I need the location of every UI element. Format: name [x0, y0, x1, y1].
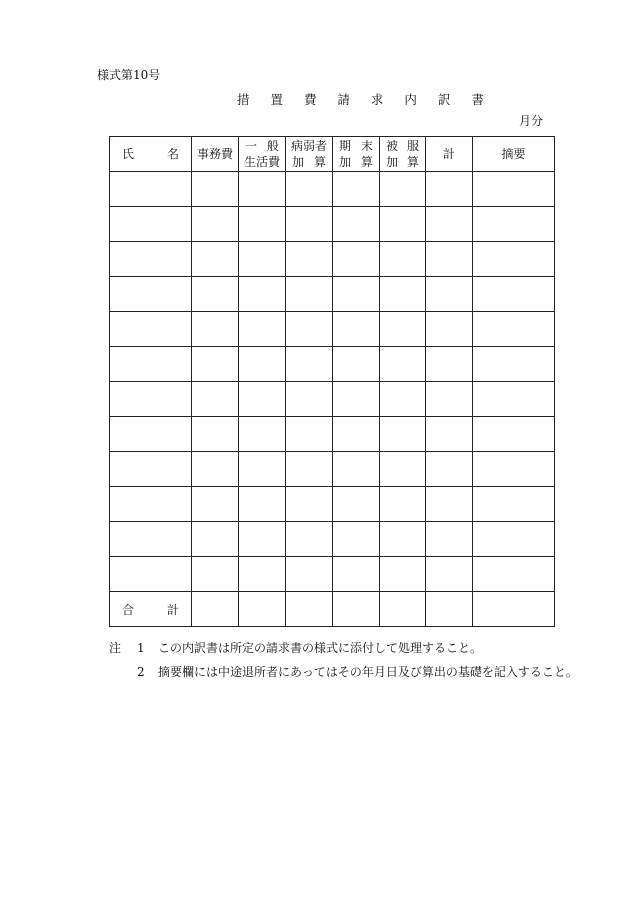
cell-clothing-addition[interactable]	[380, 382, 426, 417]
cell-term-end-addition[interactable]	[333, 417, 380, 452]
cell-term-end-addition[interactable]	[333, 487, 380, 522]
cell-office-expenses[interactable]	[192, 207, 239, 242]
cell-name[interactable]	[110, 172, 192, 207]
cell-total[interactable]	[426, 452, 473, 487]
cell-total[interactable]	[426, 242, 473, 277]
cell-general-living[interactable]	[239, 382, 286, 417]
total-row-label	[110, 592, 192, 627]
total-cell-remarks[interactable]	[473, 592, 555, 627]
col-header-sick-addition-l1: 病弱者	[290, 139, 327, 153]
cell-sick-addition[interactable]	[286, 242, 333, 277]
header-row	[110, 137, 555, 172]
cell-name[interactable]	[110, 312, 192, 347]
notes-prefix: 注	[109, 641, 122, 655]
document-title: 措 置 費 請 求 内 訳 書	[237, 92, 493, 107]
cell-clothing-addition[interactable]	[380, 487, 426, 522]
table-row	[110, 207, 555, 242]
cell-sick-addition[interactable]	[286, 207, 333, 242]
col-header-clothing-l1a: 被	[386, 139, 399, 153]
cell-general-living[interactable]	[239, 172, 286, 207]
cell-office-expenses[interactable]	[192, 452, 239, 487]
cell-name[interactable]	[110, 452, 192, 487]
col-header-sick-addition	[286, 137, 333, 172]
cell-general-living[interactable]	[239, 347, 286, 382]
table-row	[110, 242, 555, 277]
col-header-sick-addition-l2a: 加	[292, 155, 305, 169]
cell-term-end-addition[interactable]	[333, 312, 380, 347]
note-text: この内訳書は所定の請求書の様式に添付して処理すること。	[158, 641, 483, 655]
cell-term-end-addition[interactable]	[333, 277, 380, 312]
col-header-remarks: 摘要	[473, 137, 555, 172]
total-cell-total[interactable]	[426, 592, 473, 627]
col-header-term-end-l2a: 加	[339, 155, 352, 169]
cell-term-end-addition[interactable]	[333, 347, 380, 382]
cell-sick-addition[interactable]	[286, 277, 333, 312]
total-row-label-part-1: 合	[122, 602, 135, 617]
cell-clothing-addition[interactable]	[380, 242, 426, 277]
cell-name[interactable]	[110, 382, 192, 417]
table-row	[110, 277, 555, 312]
cell-clothing-addition[interactable]	[380, 522, 426, 557]
col-header-name-part-1: 氏	[122, 147, 135, 161]
total-row	[110, 592, 555, 627]
cell-total[interactable]	[426, 487, 473, 522]
cell-term-end-addition[interactable]	[333, 522, 380, 557]
cell-clothing-addition[interactable]	[380, 417, 426, 452]
cell-name[interactable]	[110, 522, 192, 557]
cell-remarks[interactable]	[473, 487, 555, 522]
col-header-term-end-l2b: 算	[360, 155, 373, 169]
cell-total[interactable]	[426, 277, 473, 312]
cell-general-living[interactable]	[239, 522, 286, 557]
col-header-general-living-l1b: 般	[266, 139, 279, 153]
cell-total[interactable]	[426, 172, 473, 207]
table-row	[110, 522, 555, 557]
cell-clothing-addition[interactable]	[380, 312, 426, 347]
cell-sick-addition[interactable]	[286, 452, 333, 487]
cell-total[interactable]	[426, 417, 473, 452]
cell-sick-addition[interactable]	[286, 557, 333, 592]
cell-term-end-addition[interactable]	[333, 207, 380, 242]
cell-name[interactable]	[110, 417, 192, 452]
table-body	[110, 172, 555, 627]
cell-office-expenses[interactable]	[192, 487, 239, 522]
cell-name[interactable]	[110, 207, 192, 242]
cell-remarks[interactable]	[473, 207, 555, 242]
cell-general-living[interactable]	[239, 557, 286, 592]
cell-office-expenses[interactable]	[192, 172, 239, 207]
col-header-term-end-l1b: 末	[360, 139, 373, 153]
cell-office-expenses[interactable]	[192, 312, 239, 347]
table-row	[110, 172, 555, 207]
cell-remarks[interactable]	[473, 312, 555, 347]
cell-office-expenses[interactable]	[192, 522, 239, 557]
table-row	[110, 557, 555, 592]
cell-general-living[interactable]	[239, 277, 286, 312]
col-header-general-living-l1a: 一	[245, 139, 258, 153]
cell-office-expenses[interactable]	[192, 382, 239, 417]
table-row	[110, 487, 555, 522]
cell-remarks[interactable]	[473, 382, 555, 417]
breakdown-table	[109, 136, 555, 627]
cell-remarks[interactable]	[473, 172, 555, 207]
cell-remarks[interactable]	[473, 277, 555, 312]
cell-total[interactable]	[426, 557, 473, 592]
note-item	[109, 660, 578, 684]
cell-name[interactable]	[110, 557, 192, 592]
cell-clothing-addition[interactable]	[380, 172, 426, 207]
cell-general-living[interactable]	[239, 452, 286, 487]
cell-sick-addition[interactable]	[286, 487, 333, 522]
notes-section	[109, 636, 578, 684]
col-header-general-living	[239, 137, 286, 172]
cell-total[interactable]	[426, 347, 473, 382]
cell-clothing-addition[interactable]	[380, 277, 426, 312]
col-header-sick-addition-l2b: 算	[313, 155, 326, 169]
table-row	[110, 452, 555, 487]
cell-office-expenses[interactable]	[192, 277, 239, 312]
total-cell-general-living[interactable]	[239, 592, 286, 627]
total-cell-sick-addition[interactable]	[286, 592, 333, 627]
cell-general-living[interactable]	[239, 487, 286, 522]
table-row	[110, 312, 555, 347]
note-number: 1	[137, 641, 145, 655]
note-item	[109, 636, 578, 660]
cell-sick-addition[interactable]	[286, 382, 333, 417]
col-header-name-part-2: 名	[166, 147, 179, 161]
cell-clothing-addition[interactable]	[380, 207, 426, 242]
cell-remarks[interactable]	[473, 452, 555, 487]
note-number: 2	[137, 665, 145, 679]
cell-term-end-addition[interactable]	[333, 172, 380, 207]
table-row	[110, 347, 555, 382]
note-text: 摘要欄には中途退所者にあってはその年月日及び算出の基礎を記入すること。	[158, 665, 578, 679]
col-header-clothing-l2b: 算	[406, 155, 419, 169]
total-row-label-part-2: 計	[166, 602, 179, 617]
notes-prefix-spacer	[109, 660, 137, 684]
col-header-clothing-addition	[380, 137, 426, 172]
cell-remarks[interactable]	[473, 557, 555, 592]
cell-remarks[interactable]	[473, 522, 555, 557]
cell-name[interactable]	[110, 242, 192, 277]
cell-sick-addition[interactable]	[286, 312, 333, 347]
col-header-term-end-addition	[333, 137, 380, 172]
cell-clothing-addition[interactable]	[380, 347, 426, 382]
total-cell-clothing-addition[interactable]	[380, 592, 426, 627]
cell-total[interactable]	[426, 312, 473, 347]
cell-sick-addition[interactable]	[286, 347, 333, 382]
col-header-term-end-l1a: 期	[339, 139, 352, 153]
cell-general-living[interactable]	[239, 207, 286, 242]
table-row	[110, 417, 555, 452]
cell-office-expenses[interactable]	[192, 242, 239, 277]
cell-general-living[interactable]	[239, 417, 286, 452]
cell-name[interactable]	[110, 487, 192, 522]
month-label: 月分	[519, 114, 544, 128]
cell-office-expenses[interactable]	[192, 417, 239, 452]
cell-total[interactable]	[426, 382, 473, 417]
cell-term-end-addition[interactable]	[333, 452, 380, 487]
cell-term-end-addition[interactable]	[333, 557, 380, 592]
cell-sick-addition[interactable]	[286, 417, 333, 452]
cell-sick-addition[interactable]	[286, 522, 333, 557]
form-number: 様式第10号	[97, 68, 161, 82]
col-header-clothing-l2a: 加	[386, 155, 399, 169]
col-header-general-living-l2: 生活費	[243, 155, 280, 169]
cell-total[interactable]	[426, 522, 473, 557]
cell-sick-addition[interactable]	[286, 172, 333, 207]
cell-office-expenses[interactable]	[192, 347, 239, 382]
cell-clothing-addition[interactable]	[380, 452, 426, 487]
cell-total[interactable]	[426, 207, 473, 242]
col-header-name	[110, 137, 192, 172]
cell-general-living[interactable]	[239, 242, 286, 277]
cell-general-living[interactable]	[239, 312, 286, 347]
cell-remarks[interactable]	[473, 417, 555, 452]
col-header-office-expenses: 事務費	[192, 137, 239, 172]
cell-remarks[interactable]	[473, 347, 555, 382]
cell-remarks[interactable]	[473, 242, 555, 277]
cell-name[interactable]	[110, 277, 192, 312]
cell-clothing-addition[interactable]	[380, 557, 426, 592]
table-row	[110, 382, 555, 417]
total-cell-office-expenses[interactable]	[192, 592, 239, 627]
total-cell-term-end-addition[interactable]	[333, 592, 380, 627]
col-header-clothing-l1b: 服	[406, 139, 419, 153]
cell-term-end-addition[interactable]	[333, 382, 380, 417]
cell-term-end-addition[interactable]	[333, 242, 380, 277]
col-header-total: 計	[426, 137, 473, 172]
cell-name[interactable]	[110, 347, 192, 382]
cell-office-expenses[interactable]	[192, 557, 239, 592]
